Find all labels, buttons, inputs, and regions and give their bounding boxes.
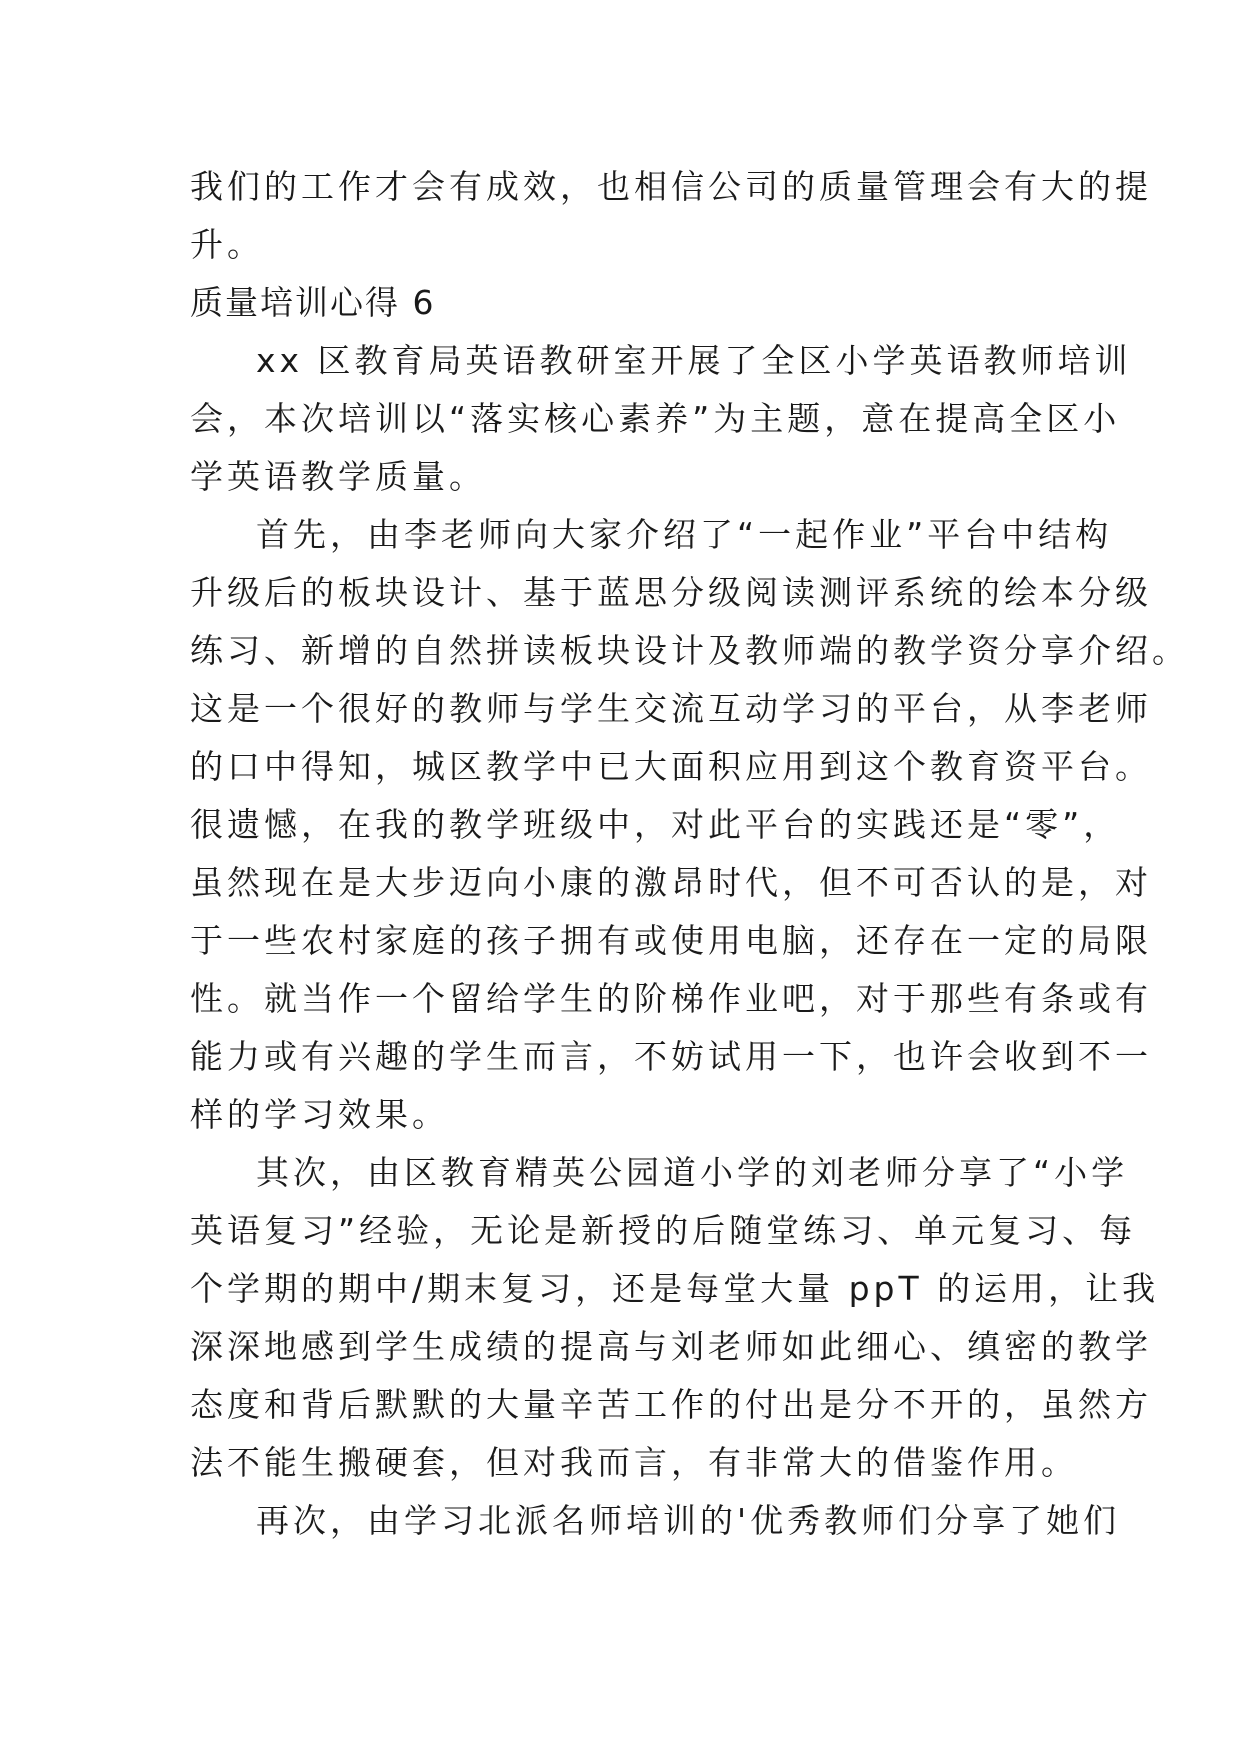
text-line: 这是一个很好的教师与学生交流互动学习的平台，从李老师	[190, 689, 1152, 728]
text-line: 于一些农村家庭的孩子拥有或使用电脑，还存在一定的局限	[190, 921, 1152, 960]
text-line: 性。就当作一个留给学生的阶梯作业吧，对于那些有条或有	[190, 979, 1152, 1018]
text-line: 虽然现在是大步迈向小康的激昂时代，但不可否认的是，对	[190, 863, 1152, 902]
text-line: 的口中得知，城区教学中已大面积应用到这个教育资平台。	[190, 747, 1152, 786]
text-line: 学英语教学质量。	[190, 457, 486, 496]
document-body	[190, 158, 1189, 1550]
text-line: 升。	[190, 225, 264, 264]
text-line: 个学期的期中/期末复习，还是每堂大量 ppT 的运用，让我	[190, 1269, 1160, 1308]
text-line: 会，本次培训以“落实核心素养”为主题，意在提高全区小	[190, 399, 1121, 438]
text-line: 深深地感到学生成绩的提高与刘老师如此细心、缜密的教学	[190, 1327, 1152, 1366]
text-line: xx 区教育局英语教研室开展了全区小学英语教师培训	[256, 341, 1132, 380]
text-line: 法不能生搬硬套，但对我而言，有非常大的借鉴作用。	[190, 1443, 1078, 1482]
text-line: 很遗憾，在我的教学班级中，对此平台的实践还是“零”，	[190, 805, 1121, 844]
paragraph-1	[190, 332, 1132, 506]
section-title: 质量培训心得 6	[190, 283, 436, 322]
text-line: 态度和背后默默的大量辛苦工作的付出是分不开的，虽然方	[190, 1385, 1152, 1424]
text-line: 样的学习效果。	[190, 1095, 449, 1134]
text-line: 再次，由学习北派名师培训的'优秀教师们分享了她们	[256, 1501, 1121, 1540]
text-line: 我们的工作才会有成效，也相信公司的质量管理会有大的提	[190, 167, 1152, 206]
text-line: 升级后的板块设计、基于蓝思分级阅读测评系统的绘本分级	[190, 573, 1152, 612]
text-line: 练习、新增的自然拼读板块设计及教师端的教学资分享介绍。	[190, 631, 1189, 670]
paragraph-2	[190, 506, 1189, 1144]
text-line: 首先，由李老师向大家介绍了“一起作业”平台中结构	[256, 515, 1113, 554]
text-line: 能力或有兴趣的学生而言，不妨试用一下，也许会收到不一	[190, 1037, 1152, 1076]
text-line: 其次，由区教育精英公园道小学的刘老师分享了“小学	[256, 1153, 1129, 1192]
text-line: 英语复习”经验，无论是新授的后随堂练习、单元复习、每	[190, 1211, 1137, 1250]
paragraph-4	[190, 1492, 1121, 1550]
paragraph-3	[190, 1144, 1160, 1492]
